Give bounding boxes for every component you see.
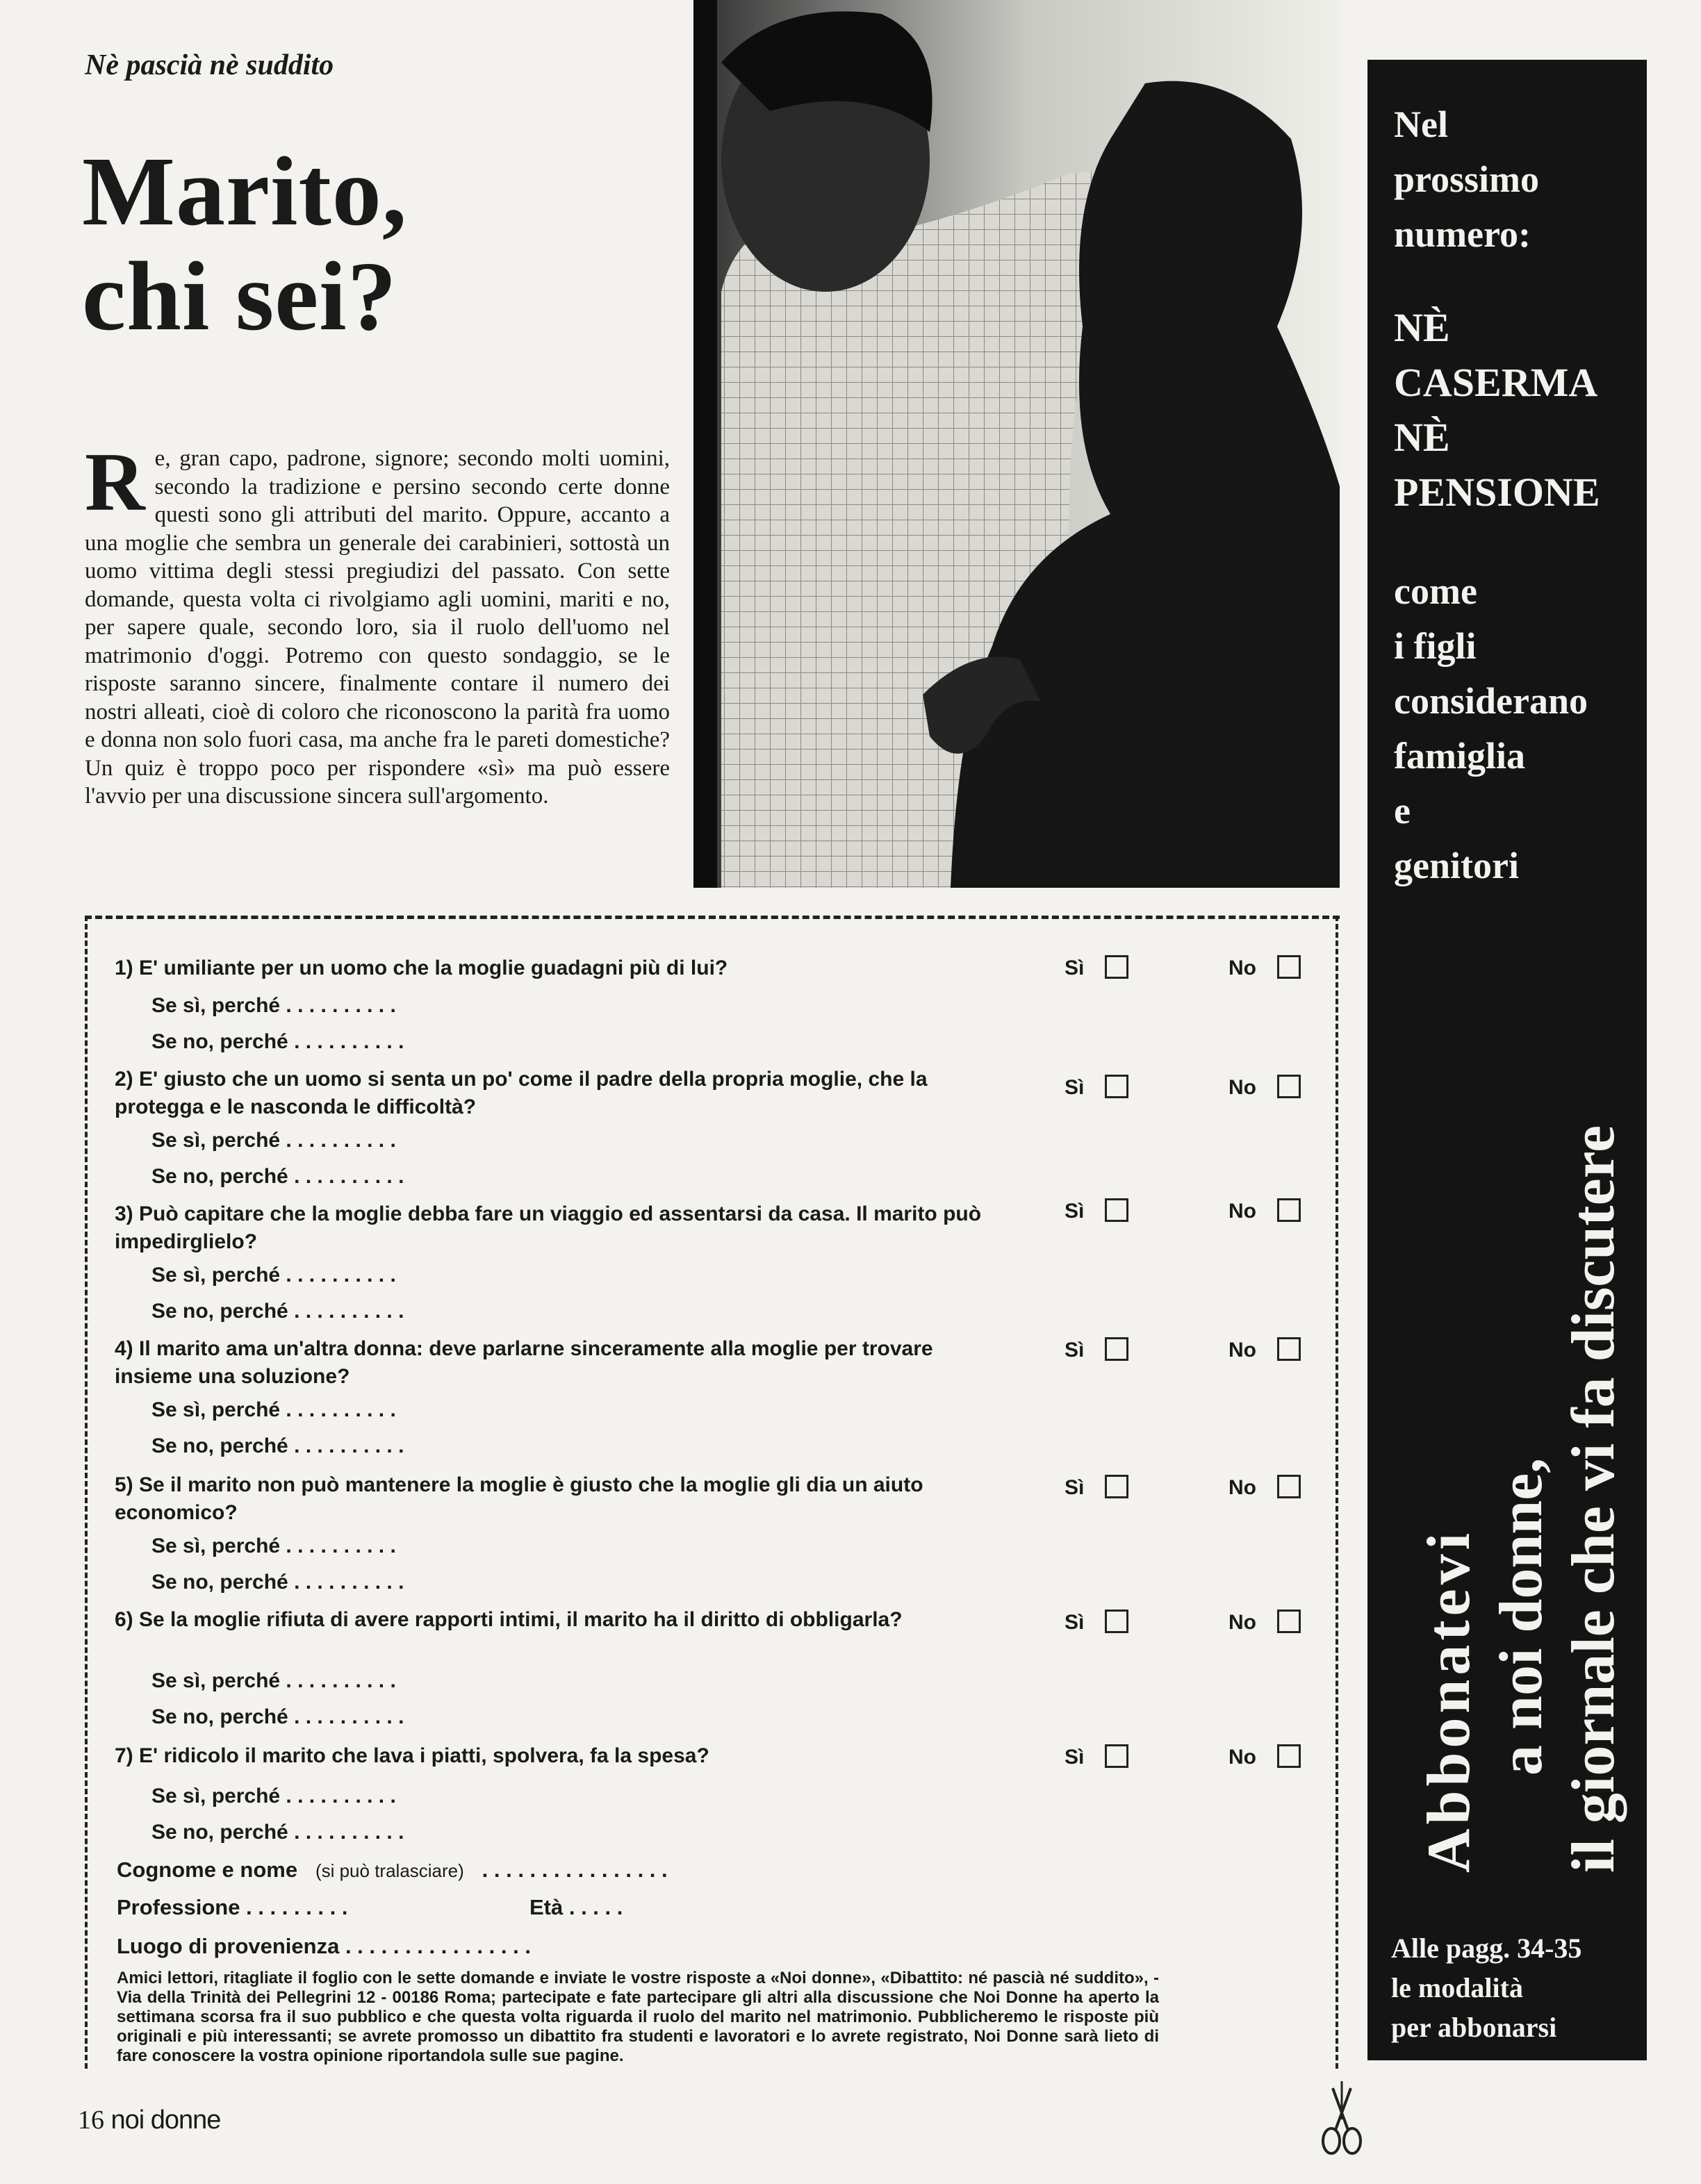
no-label: No — [1228, 1076, 1256, 1099]
desc-line: genitori — [1394, 845, 1519, 886]
intro-text: e, gran capo, padrone, signore; secondo molti uomini, secondo la tradizione e persino secondo certe donne questi sono gli attributi del marito. Oppure, accanto a una moglie che sembra un generale dei carabinieri, sottostà un uomo vittima degli stessi pregiudizi del passato. Con sette domande, questa volta ci rivolgiamo agli uomini, mariti e no, per sapere quale, secondo loro, sia il ruolo dell'uomo nel matrimonio d'oggi. Potremo con questo sondaggio, se le risposte saranno sincere, finalmente contare il numero dei nostri alleati, cioè di coloro che riconoscono la parità fra uomo e donna non solo fuori casa, ma anche fra le pareti domestiche? Un quiz è troppo poco per rispondere «sì» ma può essere l'avvio per una discussione sincera sull'argomento. — [85, 446, 670, 809]
answer-no[interactable] — [1228, 1474, 1301, 1502]
yes-label: Sì — [1065, 1076, 1085, 1099]
question-2 — [115, 1066, 983, 1121]
cut-line-left — [85, 916, 88, 2069]
no-label: No — [1228, 1611, 1256, 1634]
yes-checkbox[interactable] — [1105, 1610, 1128, 1633]
question-number: 3) — [115, 1202, 133, 1225]
no-checkbox[interactable] — [1277, 1475, 1301, 1498]
yes-checkbox[interactable] — [1105, 955, 1128, 979]
answer-no[interactable] — [1228, 1609, 1301, 1637]
answer-no[interactable] — [1228, 1198, 1301, 1225]
no-checkbox[interactable] — [1277, 1337, 1301, 1361]
yes-checkbox[interactable] — [1105, 1475, 1128, 1498]
no-label: No — [1228, 1339, 1256, 1362]
slogan-line-1: Abbonatevi — [1415, 1528, 1483, 1873]
question-number: 5) — [115, 1473, 133, 1496]
surname-label: Cognome e nome — [117, 1858, 298, 1882]
subscribe-info-line: per abbonarsi — [1391, 2012, 1557, 2043]
if-no-line[interactable]: Se no, perché . . . . . . . . . . — [151, 1165, 404, 1188]
yes-label: Sì — [1065, 1611, 1085, 1634]
question-3 — [115, 1200, 983, 1256]
desc-line: e — [1394, 790, 1411, 832]
if-yes-line[interactable]: Se sì, perché . . . . . . . . . . — [151, 1398, 396, 1421]
magazine-logo: noi donne — [110, 2106, 221, 2135]
yes-label: Sì — [1065, 957, 1085, 979]
surname-field[interactable] — [117, 1856, 668, 1885]
if-yes-line[interactable]: Se sì, perché . . . . . . . . . . — [151, 1785, 396, 1807]
no-checkbox[interactable] — [1277, 955, 1301, 979]
headline-line-1: Marito, — [82, 136, 408, 246]
if-yes-line[interactable]: Se sì, perché . . . . . . . . . . — [151, 1534, 396, 1557]
yes-checkbox[interactable] — [1105, 1337, 1128, 1361]
answer-yes[interactable] — [1065, 1744, 1128, 1771]
if-no-line[interactable]: Se no, perché . . . . . . . . . . — [151, 1705, 404, 1728]
photo-couple — [693, 0, 1340, 888]
question-number: 7) — [115, 1744, 133, 1767]
desc-line: famiglia — [1394, 735, 1525, 777]
yes-checkbox[interactable] — [1105, 1198, 1128, 1222]
answer-yes[interactable] — [1065, 1337, 1128, 1364]
yes-label: Sì — [1065, 1746, 1085, 1769]
answer-no[interactable] — [1228, 1744, 1301, 1771]
question-text: Se il marito non può mantenere la moglie è giusto che la moglie gli dia un aiuto economico? — [115, 1473, 923, 1524]
answer-yes[interactable] — [1065, 1074, 1128, 1102]
yes-label: Sì — [1065, 1476, 1085, 1499]
desc-line: i figli — [1394, 625, 1477, 667]
yes-checkbox[interactable] — [1105, 1075, 1128, 1098]
if-yes-line[interactable]: Se sì, perché . . . . . . . . . . — [151, 1129, 396, 1152]
yes-label: Sì — [1065, 1200, 1085, 1223]
intro-paragraph — [85, 436, 670, 811]
question-text: E' giusto che un uomo si senta un po' come il padre della propria moglie, che la protegga e le nasconda le difficoltà? — [115, 1068, 928, 1118]
no-checkbox[interactable] — [1277, 1075, 1301, 1098]
next-issue-line: Nel — [1394, 104, 1448, 145]
question-text: E' ridicolo il marito che lava i piatti, spolvera, fa la spesa? — [139, 1744, 709, 1767]
if-yes-line[interactable]: Se sì, perché . . . . . . . . . . — [151, 1669, 396, 1692]
if-no-line[interactable]: Se no, perché . . . . . . . . . . — [151, 1434, 404, 1457]
question-5 — [115, 1471, 983, 1527]
if-yes-line[interactable]: Se sì, perché . . . . . . . . . . — [151, 1264, 396, 1287]
profession-field[interactable]: Professione . . . . . . . . . — [117, 1895, 348, 1919]
page-footer — [78, 2105, 220, 2135]
answer-no[interactable] — [1228, 954, 1301, 982]
origin-field[interactable]: Luogo di provenienza . . . . . . . . . . . . . . . . — [117, 1934, 531, 1958]
answer-yes[interactable] — [1065, 1198, 1128, 1225]
feature-line: PENSIONE — [1394, 470, 1600, 515]
no-checkbox[interactable] — [1277, 1610, 1301, 1633]
surname-dots: . . . . . . . . . . . . . . . . — [482, 1858, 668, 1882]
no-label: No — [1228, 1200, 1256, 1223]
next-issue-line: numero: — [1394, 213, 1531, 255]
answer-no[interactable] — [1228, 1337, 1301, 1364]
subscribe-info — [1391, 1928, 1581, 2047]
slogan-line-3: il giornale che vi fa discutere — [1560, 1125, 1627, 1873]
drop-cap: R — [85, 436, 145, 528]
if-no-line[interactable]: Se no, perché . . . . . . . . . . — [151, 1821, 404, 1844]
if-no-line[interactable]: Se no, perché . . . . . . . . . . — [151, 1300, 404, 1323]
headline — [82, 136, 408, 351]
if-no-line[interactable]: Se no, perché . . . . . . . . . . — [151, 1571, 404, 1594]
question-text: Il marito ama un'altra donna: deve parlarne sinceramente alla moglie per trovare insieme una soluzione? — [115, 1337, 933, 1388]
question-text: Può capitare che la moglie debba fare un viaggio ed assentarsi da casa. Il marito può impedirglielo? — [115, 1202, 982, 1253]
no-checkbox[interactable] — [1277, 1198, 1301, 1222]
no-label: No — [1228, 1746, 1256, 1769]
answer-yes[interactable] — [1065, 1609, 1128, 1637]
no-label: No — [1228, 1476, 1256, 1499]
answer-yes[interactable] — [1065, 1474, 1128, 1502]
headline-line-2: chi sei? — [82, 240, 397, 351]
question-text: Se la moglie rifiuta di avere rapporti intimi, il marito ha il diritto di obbligarla? — [139, 1608, 903, 1631]
no-label: No — [1228, 957, 1256, 979]
answer-yes[interactable] — [1065, 954, 1128, 982]
no-checkbox[interactable] — [1277, 1744, 1301, 1768]
desc-line: considerano — [1394, 680, 1588, 722]
next-issue-line: prossimo — [1394, 158, 1540, 200]
question-number: 1) — [115, 957, 133, 979]
question-number: 6) — [115, 1608, 133, 1631]
question-number: 4) — [115, 1337, 133, 1360]
question-7 — [115, 1742, 983, 1770]
subscribe-info-line: Alle pagg. 34-35 — [1391, 1933, 1582, 1964]
question-6 — [115, 1606, 983, 1634]
surname-hint: (si può tralasciare) — [315, 1860, 464, 1881]
if-yes-line[interactable]: Se sì, perché . . . . . . . . . . — [151, 994, 396, 1017]
page-number: 16 — [78, 2106, 104, 2135]
question-4 — [115, 1335, 983, 1391]
article-kicker: Nè pascià nè suddito — [85, 49, 334, 81]
scissors-icon — [1317, 2081, 1366, 2161]
answer-no[interactable] — [1228, 1074, 1301, 1102]
cut-line-top — [85, 916, 1340, 919]
feature-line: CASERMA — [1394, 360, 1598, 405]
feature-line: NÈ — [1394, 415, 1450, 460]
age-field[interactable]: Età . . . . . — [529, 1895, 623, 1919]
instructions-note: Amici lettori, ritagliate il foglio con le sette domande e inviate le vostre risposte a «Noi donne», «Dibattito: né pascià né suddito», - Via della Trinità dei Pellegrini 12 - 00186 Roma; partecipate e fate partecipare gli altri alla discussione che Noi Donne ha aperto la settimana scorsa fra il suo pubblico e che questa volta riguarda il ruolo del marito nel matrimonio. Pubblicheremo le risposte più originali e più interessanti; se avrete promosso un dibattito fra studenti e lavoratori e lo avrete registrato, Noi Donne sarà lieto di fare conoscere la vostra opinione riportandola sulle sue pagine. — [117, 1969, 1159, 2065]
question-number: 2) — [115, 1068, 133, 1091]
subscribe-slogan — [1413, 0, 1630, 1873]
question-text: E' umiliante per un uomo che la moglie guadagni più di lui? — [139, 957, 728, 979]
if-no-line[interactable]: Se no, perché . . . . . . . . . . — [151, 1030, 404, 1053]
cut-line-right — [1336, 916, 1338, 2069]
subscribe-info-line: le modalità — [1391, 1972, 1523, 2003]
slogan-line-2: a noi donne, — [1488, 1457, 1555, 1776]
yes-label: Sì — [1065, 1339, 1085, 1362]
desc-line: come — [1394, 570, 1477, 612]
sidebar-promo — [1367, 60, 1647, 2060]
question-1 — [115, 954, 983, 982]
yes-checkbox[interactable] — [1105, 1744, 1128, 1768]
feature-line: NÈ — [1394, 305, 1450, 350]
